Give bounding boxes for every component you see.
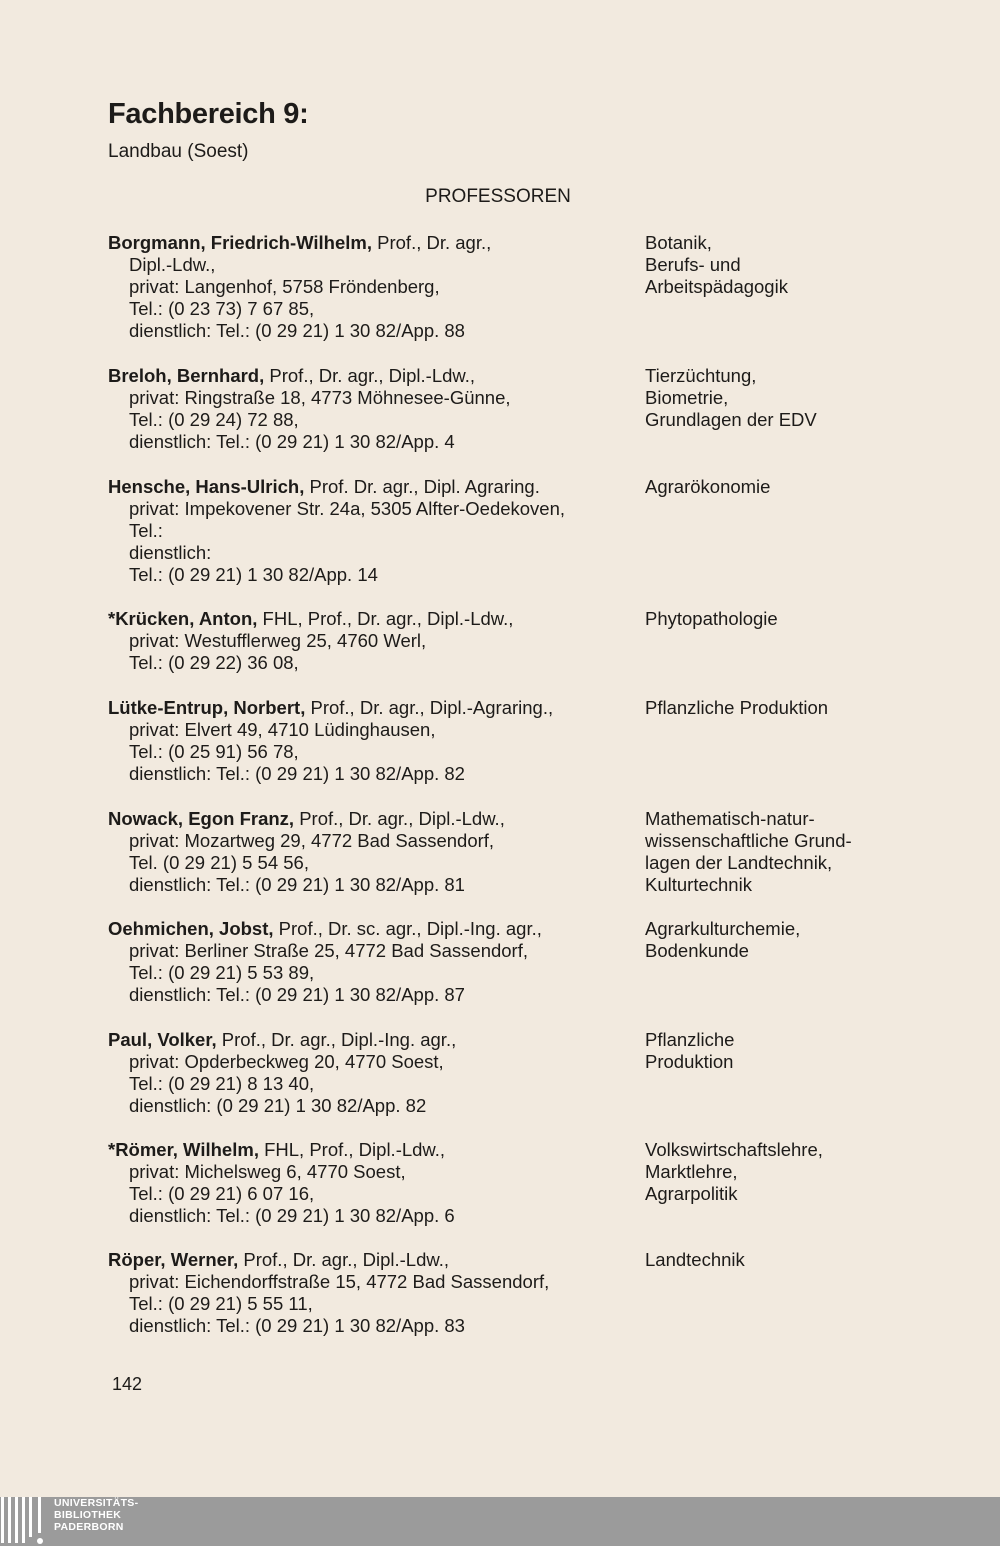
- professor-details: [108, 1249, 638, 1337]
- subject-area-line: Pflanzliche Produktion: [645, 697, 829, 718]
- professor-name-line: [108, 1249, 638, 1271]
- subject-area-line: Marktlehre,: [645, 1161, 738, 1182]
- library-name: [54, 1497, 138, 1533]
- contact-line: dienstlich: Tel.: (0 29 21) 1 30 82/App. 82: [129, 763, 465, 784]
- page-subtitle: Landbau (Soest): [108, 141, 249, 162]
- contact-line: dienstlich: Tel.: (0 29 21) 1 30 82/App. 88: [129, 320, 465, 341]
- contact-line: privat: Michelsweg 6, 4770 Soest,: [129, 1161, 406, 1182]
- professor-details: [108, 1139, 638, 1227]
- subject-area-line: Pflanzliche: [645, 1029, 735, 1050]
- contact-line: Tel.: (0 23 73) 7 67 85,: [129, 298, 315, 319]
- professor-titles: Prof., Dr. agr., Dipl.-Ldw.,: [264, 365, 476, 386]
- professor-details: [108, 365, 638, 453]
- professor-name-line: [108, 365, 638, 387]
- contact-line: dienstlich: Tel.: (0 29 21) 1 30 82/App. 6: [129, 1205, 455, 1226]
- subject-area-line: lagen der Landtechnik,: [645, 852, 833, 873]
- contact-line: Tel.: (0 25 91) 56 78,: [129, 741, 299, 762]
- contact-line: Tel.: (0 29 21) 1 30 82/App. 14: [129, 564, 378, 585]
- professor-name-line: [108, 697, 638, 719]
- professor-name-line: [108, 1139, 638, 1161]
- contact-line: dienstlich: Tel.: (0 29 21) 1 30 82/App. 81: [129, 874, 465, 895]
- subject-area: [645, 608, 935, 630]
- professor-titles: FHL, Prof., Dr. agr., Dipl.-Ldw.,: [257, 608, 514, 629]
- professor-titles: Prof., Dr. agr., Dipl.-Ldw.,: [238, 1249, 450, 1270]
- contact-line: Tel.: (0 29 21) 8 13 40,: [129, 1073, 315, 1094]
- subject-area-line: Agrarpolitik: [645, 1183, 738, 1204]
- professor-titles: Prof. Dr. agr., Dipl. Agraring.: [304, 476, 540, 497]
- contact-line: Tel.: (0 29 21) 5 55 11,: [129, 1293, 313, 1314]
- professor-name-line: [108, 808, 638, 830]
- subject-area-line: Grundlagen der EDV: [645, 409, 817, 430]
- library-logo-icon: [0, 1497, 48, 1546]
- subject-area: [645, 1029, 935, 1073]
- contact-line: privat: Mozartweg 29, 4772 Bad Sassendorf,: [129, 830, 495, 851]
- subject-area-line: Kulturtechnik: [645, 874, 752, 895]
- professor-details: [108, 1029, 638, 1117]
- professor-details: [108, 697, 638, 785]
- professor-titles: Prof., Dr. sc. agr., Dipl.-Ing. agr.,: [273, 918, 542, 939]
- contact-line: privat: Eichendorffstraße 15, 4772 Bad Sassendorf,: [129, 1271, 550, 1292]
- subject-area-line: Botanik,: [645, 232, 712, 253]
- professor-details: [108, 232, 638, 342]
- contact-line: Tel.: (0 29 22) 36 08,: [129, 652, 299, 673]
- professor-name: Oehmichen, Jobst,: [108, 918, 274, 939]
- library-footer-bar: [0, 1497, 1000, 1546]
- professor-name: Breloh, Bernhard,: [108, 365, 265, 386]
- subject-area-line: Biometrie,: [645, 387, 729, 408]
- contact-line: privat: Opderbeckweg 20, 4770 Soest,: [129, 1051, 444, 1072]
- subject-area: [645, 232, 935, 298]
- library-name-line: PADERBORN: [54, 1521, 124, 1533]
- professor-name: Hensche, Hans-Ulrich,: [108, 476, 305, 497]
- professor-name: Nowack, Egon Franz,: [108, 808, 295, 829]
- professor-name: Lütke-Entrup, Norbert,: [108, 697, 306, 718]
- contact-line: dienstlich: Tel.: (0 29 21) 1 30 82/App. 4: [129, 431, 455, 452]
- professor-titles: Prof., Dr. agr., Dipl.-Agraring.,: [305, 697, 554, 718]
- contact-line: privat: Berliner Straße 25, 4772 Bad Sassendorf,: [129, 940, 528, 961]
- contact-line: Tel.:: [129, 520, 163, 541]
- professor-details: [108, 608, 638, 674]
- subject-area: [645, 808, 935, 896]
- professor-name-line: [108, 232, 638, 254]
- professor-details: [108, 918, 638, 1006]
- professor-name-line: [108, 918, 638, 940]
- subject-area: [645, 697, 935, 719]
- contact-line: dienstlich: Tel.: (0 29 21) 1 30 82/App. 87: [129, 984, 465, 1005]
- subject-area-line: Volkswirtschaftslehre,: [645, 1139, 823, 1160]
- professor-details: [108, 808, 638, 896]
- subject-area-line: Phytopathologie: [645, 608, 778, 629]
- subject-area-line: Landtechnik: [645, 1249, 745, 1270]
- subject-area-line: Mathematisch-natur-: [645, 808, 815, 829]
- section-heading-text: PROFESSOREN: [425, 186, 571, 207]
- contact-line: privat: Impekovener Str. 24a, 5305 Alfter-Oedekoven,: [129, 498, 566, 519]
- subject-area: [645, 918, 935, 962]
- contact-line: dienstlich: (0 29 21) 1 30 82/App. 82: [129, 1095, 427, 1116]
- subject-area-line: Arbeitspädagogik: [645, 276, 788, 297]
- contact-line: dienstlich:: [129, 542, 212, 563]
- professor-details: [108, 476, 638, 586]
- subject-area: [645, 1249, 935, 1271]
- subject-area: [645, 476, 935, 498]
- contact-line: privat: Ringstraße 18, 4773 Möhnesee-Günne,: [129, 387, 511, 408]
- subject-area-line: Agrarkulturchemie,: [645, 918, 801, 939]
- contact-line: Tel.: (0 29 24) 72 88,: [129, 409, 299, 430]
- professor-titles: Prof., Dr. agr., Dipl.-Ldw.,: [294, 808, 505, 829]
- professor-titles: Prof., Dr. agr.,: [372, 232, 492, 253]
- contact-line: Tel. (0 29 21) 5 54 56,: [129, 852, 309, 873]
- professor-name: Borgmann, Friedrich-Wilhelm,: [108, 232, 372, 253]
- professor-name: *Römer, Wilhelm,: [108, 1139, 259, 1160]
- section-heading: [0, 184, 1000, 210]
- contact-line: privat: Westufflerweg 25, 4760 Werl,: [129, 630, 427, 651]
- library-name-line: UNIVERSITÄTS-: [54, 1497, 139, 1509]
- professor-name: Röper, Werner,: [108, 1249, 239, 1270]
- contact-line: Dipl.-Ldw.,: [129, 254, 216, 275]
- professor-name: *Krücken, Anton,: [108, 608, 258, 629]
- subject-area-line: Agrarökonomie: [645, 476, 771, 497]
- professor-titles: FHL, Prof., Dipl.-Ldw.,: [258, 1139, 446, 1160]
- contact-line: Tel.: (0 29 21) 5 53 89,: [129, 962, 315, 983]
- professor-name-line: [108, 1029, 638, 1051]
- subject-area-line: Tierzüchtung,: [645, 365, 757, 386]
- subject-area-line: Bodenkunde: [645, 940, 749, 961]
- page-title: Fachbereich 9:: [108, 98, 309, 130]
- professor-name: Paul, Volker,: [108, 1029, 217, 1050]
- subject-area-line: Berufs- und: [645, 254, 741, 275]
- professor-titles: Prof., Dr. agr., Dipl.-Ing. agr.,: [216, 1029, 457, 1050]
- professor-name-line: [108, 476, 638, 498]
- page-number: 142: [112, 1374, 143, 1394]
- subject-area-line: Produktion: [645, 1051, 734, 1072]
- subject-area: [645, 365, 935, 431]
- subject-area: [645, 1139, 935, 1205]
- library-name-line: BIBLIOTHEK: [54, 1509, 122, 1521]
- subject-area-line: wissenschaftliche Grund-: [645, 830, 852, 851]
- contact-line: dienstlich: Tel.: (0 29 21) 1 30 82/App. 83: [129, 1315, 465, 1336]
- contact-line: privat: Langenhof, 5758 Fröndenberg,: [129, 276, 440, 297]
- contact-line: Tel.: (0 29 21) 6 07 16,: [129, 1183, 315, 1204]
- professor-name-line: [108, 608, 638, 630]
- contact-line: privat: Elvert 49, 4710 Lüdinghausen,: [129, 719, 436, 740]
